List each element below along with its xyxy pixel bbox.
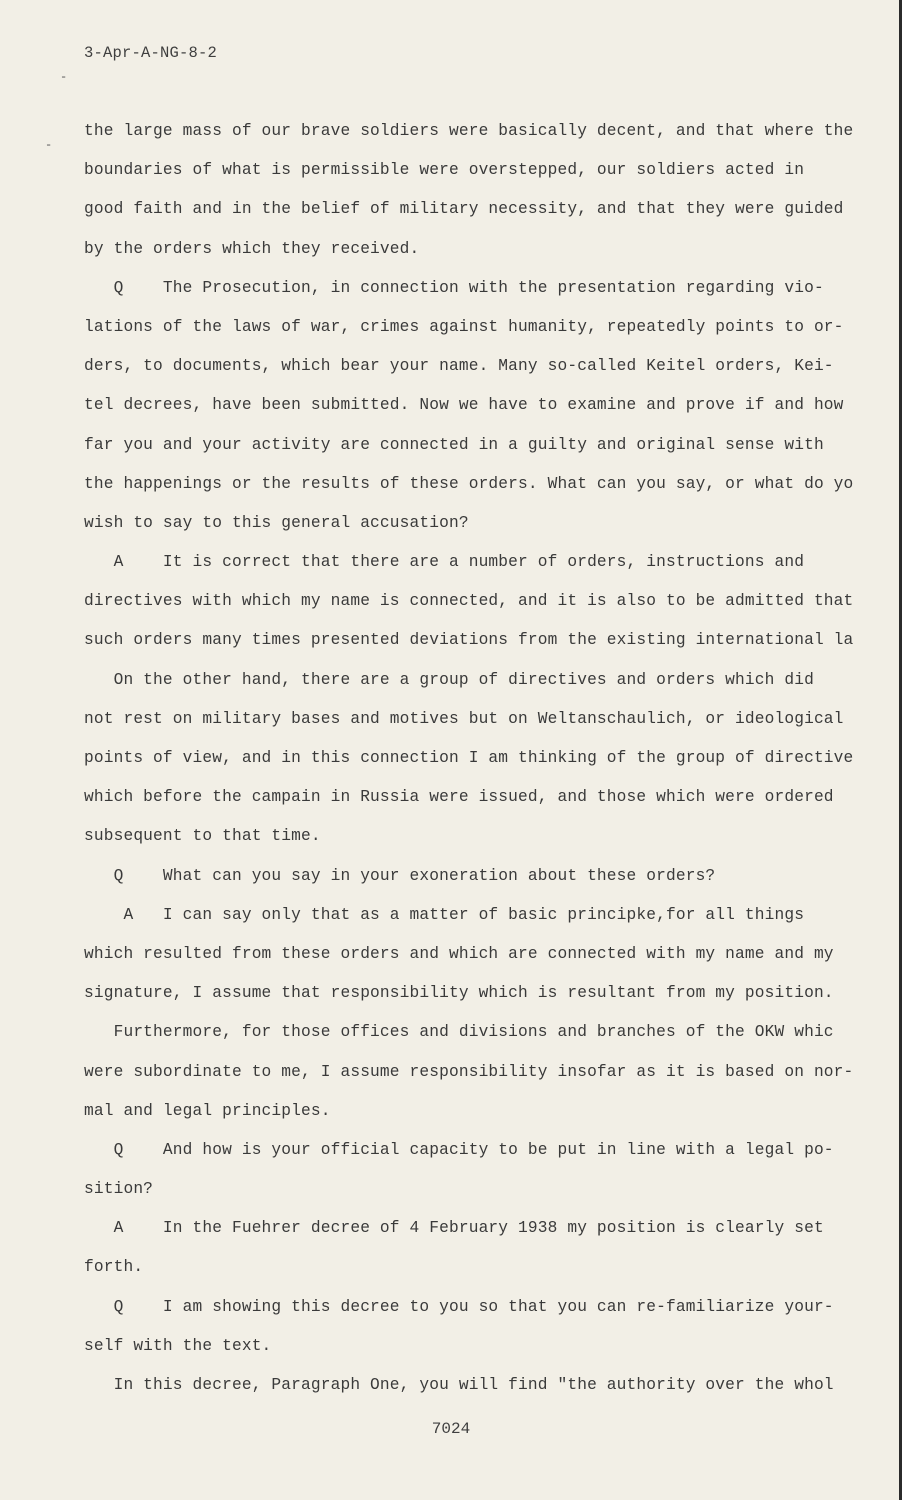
text-line: A I can say only that as a matter of basic principke,for all things <box>84 905 805 924</box>
text-line: lations of the laws of war, crimes against humanity, repeatedly points to or- <box>84 317 844 336</box>
margin-mark: - <box>45 138 53 152</box>
text-line: not rest on military bases and motives but on Weltanschaulich, or ideological <box>84 709 844 728</box>
text-line: Furthermore, for those offices and divisions and branches of the OKW whic <box>84 1023 834 1042</box>
text-line: were subordinate to me, I assume responsibility insofar as it is based on nor- <box>84 1062 854 1081</box>
text-line: far you and your activity are connected in a guilty and original sense with <box>84 435 824 454</box>
text-line: Q I am showing this decree to you so that you can re-familiarize your- <box>84 1297 834 1316</box>
text-line: Q The Prosecution, in connection with the presentation regarding vio- <box>84 278 824 297</box>
text-line: sition? <box>84 1180 154 1199</box>
text-line: which before the campain in Russia were issued, and those which were ordered <box>84 788 834 807</box>
page-number: 7024 <box>431 1420 471 1438</box>
transcript-body <box>84 112 854 1405</box>
text-line: good faith and in the belief of military necessity, and that they were guided <box>84 200 844 219</box>
text-line: the large mass of our brave soldiers were basically decent, and that where the <box>84 122 854 140</box>
text-line: Q And how is your official capacity to be put in line with a legal po- <box>84 1140 834 1159</box>
margin-mark: - <box>60 70 68 84</box>
text-line: Q What can you say in your exoneration about these orders? <box>84 866 716 885</box>
text-line: the happenings or the results of these orders. What can you say, or what do yo <box>84 474 854 493</box>
text-line: forth. <box>84 1258 144 1277</box>
text-line: directives with which my name is connected, and it is also to be admitted that <box>84 592 854 611</box>
text-line: On the other hand, there are a group of directives and orders which did <box>84 670 814 689</box>
text-line: such orders many times presented deviations from the existing international la <box>84 631 854 650</box>
text-line: In this decree, Paragraph One, you will find "the authority over the whol <box>84 1376 834 1394</box>
text-line: which resulted from these orders and which are connected with my name and my <box>84 944 834 963</box>
text-line: ders, to documents, which bear your name. Many so-called Keitel orders, Kei- <box>84 357 834 376</box>
text-line: A In the Fuehrer decree of 4 February 1938 my position is clearly set <box>84 1219 824 1238</box>
text-line: mal and legal principles. <box>84 1101 331 1120</box>
text-line: points of view, and in this connection I am thinking of the group of directive <box>84 749 854 767</box>
text-line: wish to say to this general accusation? <box>84 513 469 532</box>
text-line: boundaries of what is permissible were overstepped, our soldiers acted in <box>84 161 805 180</box>
document-code: 3-Apr-A-NG-8-2 <box>84 44 218 62</box>
text-line: tel decrees, have been submitted. Now we have to examine and prove if and how <box>84 396 844 415</box>
text-line: signature, I assume that responsibility which is resultant from my position. <box>84 984 834 1003</box>
text-line: by the orders which they received. <box>84 239 420 258</box>
text-line: self with the text. <box>84 1336 272 1355</box>
text-line: subsequent to that time. <box>84 827 321 846</box>
text-line: A It is correct that there are a number of orders, instructions and <box>84 553 805 572</box>
